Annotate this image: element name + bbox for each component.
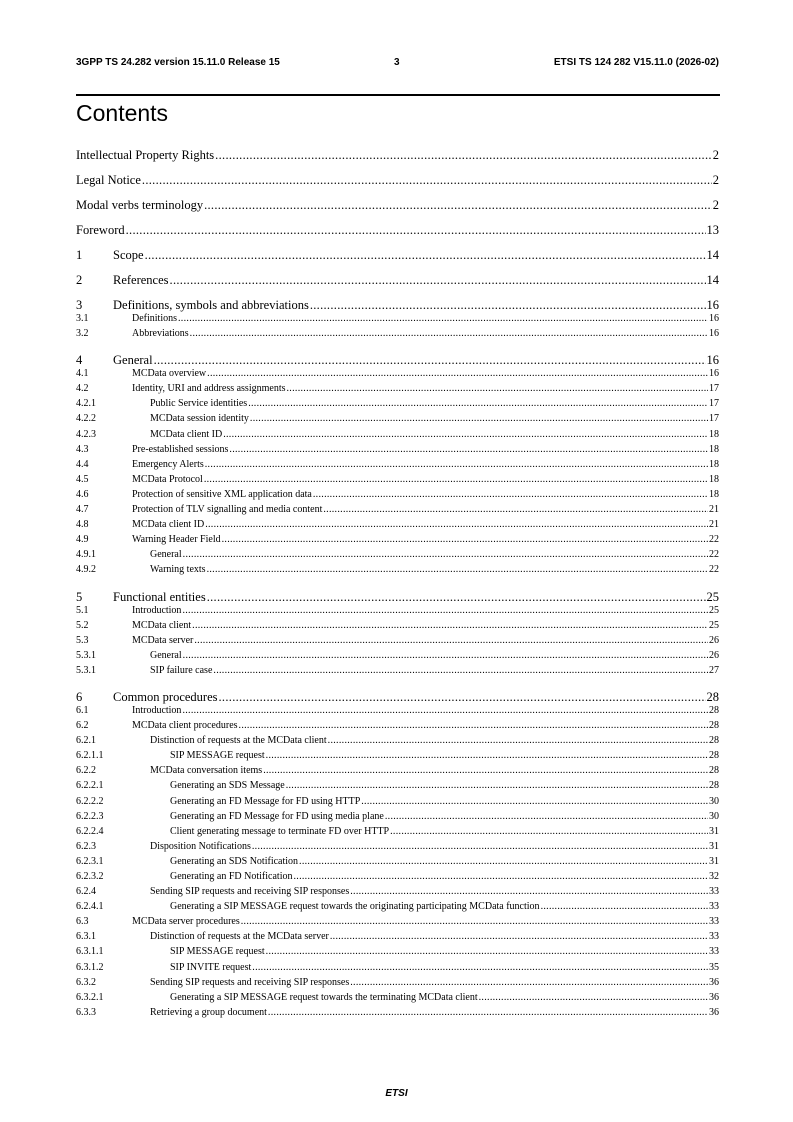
toc-entry-title: MCData conversation items: [150, 765, 263, 777]
toc-entry-page: 16: [709, 313, 719, 324]
toc-entry-title: Retrieving a group document: [150, 1006, 267, 1018]
toc-leader-dots: [350, 886, 708, 897]
toc-entry[interactable]: [76, 720, 719, 735]
toc-entry-page: 26: [709, 649, 719, 661]
toc-entry-title: Definitions, symbols and abbreviations: [113, 298, 309, 312]
toc-entry-number: 6.2.2.3: [76, 810, 104, 822]
toc-leader-dots: [330, 931, 708, 942]
toc-entry[interactable]: [76, 590, 719, 605]
header-document-id: 3GPP TS 24.282 version 15.11.0 Release 15: [76, 57, 280, 68]
toc-entry-title: Sending SIP requests and receiving SIP responses: [150, 886, 350, 898]
toc-entry[interactable]: [76, 413, 719, 428]
toc-leader-dots: [207, 368, 708, 379]
toc-entry-number: 4.2: [76, 383, 89, 395]
toc-leader-dots: [215, 148, 712, 163]
toc-entry[interactable]: [76, 273, 719, 288]
toc-entry[interactable]: [76, 931, 719, 946]
toc-entry[interactable]: [76, 148, 719, 163]
toc-entry[interactable]: [76, 962, 719, 977]
toc-leader-dots: [182, 605, 708, 616]
toc-entry-page: 36: [709, 1006, 719, 1018]
toc-entry[interactable]: [76, 474, 719, 489]
toc-entry-page: 28: [709, 735, 719, 747]
toc-entry-title: MCData client ID: [132, 519, 205, 531]
toc-entry-page: 33: [709, 901, 719, 913]
toc-entry-page: 14: [706, 248, 719, 262]
toc-entry-page: 16: [706, 353, 719, 368]
toc-leader-dots: [361, 796, 708, 807]
toc-entry-number: 6.2.2.4: [76, 825, 104, 837]
toc-entry-page: 28: [706, 689, 719, 704]
toc-entry-title: General: [113, 353, 153, 368]
toc-entry-page: 33: [709, 946, 719, 958]
toc-entry-title: Distinction of requests at the MCData client: [150, 735, 327, 747]
toc-entry-page: 14: [706, 273, 719, 287]
toc-entry[interactable]: [76, 750, 719, 765]
toc-entry-number: 6.3.1.2: [76, 961, 104, 973]
toc-entry[interactable]: [76, 796, 719, 811]
toc-leader-dots: [192, 620, 708, 631]
toc-entry-title: MCData client procedures: [132, 720, 238, 732]
toc-entry-title: MCData Protocol: [132, 473, 203, 485]
toc-leader-dots: [154, 353, 706, 368]
toc-entry-number: 6.2.3.2: [76, 871, 104, 882]
toc-leader-dots: [219, 690, 706, 705]
toc-entry-number: 6.2.1: [76, 735, 96, 747]
toc-entry-number: 5.3.1: [76, 649, 96, 661]
toc-leader-dots: [310, 298, 706, 313]
toc-entry-title: Identity, URI and address assignments: [132, 383, 286, 395]
toc-leader-dots: [328, 735, 708, 746]
toc-entry-number: 6.1: [76, 704, 89, 716]
toc-entry-page: 30: [709, 795, 719, 807]
toc-leader-dots: [252, 841, 708, 852]
toc-leader-dots: [190, 328, 708, 339]
toc-entry-number: 4.5: [76, 473, 89, 485]
toc-entry-page: 26: [709, 634, 719, 646]
toc-entry-page: 28: [709, 704, 719, 716]
toc-leader-dots: [213, 665, 708, 676]
toc-entry-title: Generating an FD Message for FD using media plane: [170, 810, 384, 822]
toc-entry-title: Generating an FD Notification: [170, 871, 293, 882]
toc-leader-dots: [204, 474, 708, 485]
toc-entry-title: MCData server: [132, 634, 194, 646]
toc-entry-title: Introduction: [132, 604, 182, 616]
toc-entry[interactable]: [76, 916, 719, 931]
toc-entry-title: Scope: [113, 248, 144, 262]
toc-leader-dots: [207, 590, 706, 605]
toc-entry[interactable]: [76, 504, 719, 519]
toc-entry[interactable]: [76, 223, 719, 238]
toc-leader-dots: [239, 720, 708, 731]
toc-entry-number: 4.2.2: [76, 413, 96, 425]
toc-entry[interactable]: [76, 298, 719, 313]
toc-entry-page: 16: [709, 328, 719, 340]
toc-leader-dots: [252, 962, 708, 973]
toc-entry-page: 18: [709, 443, 719, 455]
toc-leader-dots: [263, 765, 708, 776]
toc-entry-number: 6.3.3: [76, 1006, 96, 1018]
toc-entry[interactable]: [76, 605, 719, 620]
toc-entry-page: 36: [709, 991, 719, 1003]
toc-entry[interactable]: [76, 620, 719, 635]
toc-entry[interactable]: [76, 444, 719, 459]
toc-leader-dots: [170, 273, 706, 288]
toc-entry-number: 1: [76, 248, 83, 262]
toc-entry-title: Distinction of requests at the MCData server: [150, 931, 329, 943]
toc-entry-number: 6.3.1.1: [76, 946, 104, 958]
toc-entry-title: MCData client ID: [150, 428, 223, 440]
toc-entry-page: 33: [709, 886, 719, 898]
toc-entry-number: 3: [76, 298, 83, 312]
toc-entry-number: 4.3: [76, 443, 89, 455]
toc-entry[interactable]: [76, 841, 719, 856]
toc-entry[interactable]: [76, 765, 719, 780]
toc-entry-title: Client generating message to terminate FD over HTTP: [170, 825, 390, 837]
toc-entry-title: SIP MESSAGE request: [170, 946, 265, 958]
toc-entry-title: Disposition Notifications: [150, 840, 251, 852]
toc-leader-dots: [266, 750, 708, 761]
toc-leader-dots: [350, 977, 708, 988]
toc-entry-page: 31: [709, 855, 719, 867]
toc-entry-title: Modal verbs terminology: [76, 198, 204, 212]
toc-entry-number: 4.9.2: [76, 564, 96, 576]
toc-entry-page: 2: [712, 173, 719, 187]
toc-entry-title: Protection of sensitive XML application data: [132, 488, 312, 500]
toc-entry[interactable]: [76, 901, 719, 916]
toc-entry-number: 6.3.1: [76, 931, 96, 943]
page-header: [76, 57, 719, 73]
toc-entry-number: 4.9.1: [76, 549, 96, 561]
toc-leader-dots: [479, 992, 708, 1003]
toc-entry[interactable]: [76, 173, 719, 188]
toc-entry-number: 3.1: [76, 313, 89, 324]
toc-entry-title: MCData client: [132, 619, 192, 631]
toc-entry-title: MCData session identity: [150, 413, 249, 425]
toc-leader-dots: [287, 383, 709, 394]
toc-entry-number: 4.2.1: [76, 398, 96, 410]
toc-entry-number: 4.7: [76, 504, 89, 516]
toc-entry[interactable]: [76, 248, 719, 263]
toc-entry-number: 6: [76, 689, 83, 704]
toc-entry-title: Warning Header Field: [132, 534, 221, 546]
toc-entry-number: 4.8: [76, 519, 89, 531]
toc-entry[interactable]: [76, 549, 719, 564]
toc-entry[interactable]: [76, 811, 719, 826]
toc-entry-number: 6.2.2: [76, 765, 96, 777]
toc-entry[interactable]: [76, 977, 719, 992]
toc-leader-dots: [250, 413, 708, 424]
page-footer: ETSI: [385, 1088, 408, 1099]
toc-entry[interactable]: [76, 992, 719, 1007]
toc-entry-title: Generating an SDS Notification: [170, 855, 299, 867]
toc-leader-dots: [313, 489, 708, 500]
toc-leader-dots: [323, 504, 708, 515]
toc-leader-dots: [390, 826, 708, 837]
toc-entry-number: 4.2.3: [76, 428, 96, 440]
toc-entry-page: 30: [709, 810, 719, 822]
toc-entry-title: Foreword: [76, 223, 125, 237]
toc-entry-number: 6.2.2.1: [76, 780, 104, 792]
toc-entry[interactable]: [76, 534, 719, 549]
toc-entry-page: 31: [709, 825, 719, 837]
toc-entry-page: 35: [709, 961, 719, 973]
toc-entry[interactable]: [76, 650, 719, 665]
toc-entry[interactable]: [76, 705, 719, 720]
toc-entry-page: 16: [706, 298, 719, 312]
toc-leader-dots: [183, 549, 708, 560]
toc-entry[interactable]: [76, 871, 719, 886]
toc-leader-dots: [541, 901, 708, 912]
toc-entry[interactable]: [76, 383, 719, 398]
toc-entry-page: 32: [709, 871, 719, 882]
toc-entry-title: Generating an SDS Message: [170, 780, 285, 792]
toc-entry[interactable]: [76, 1007, 719, 1022]
toc-entry[interactable]: [76, 665, 719, 680]
toc-entry[interactable]: [76, 489, 719, 504]
toc-entry-title: SIP MESSAGE request: [170, 750, 265, 762]
toc-entry[interactable]: [76, 459, 719, 474]
toc-entry-page: 33: [709, 916, 719, 928]
toc-entry-title: Abbreviations: [132, 328, 189, 340]
toc-entry-number: 6.2.3.1: [76, 855, 104, 867]
toc-entry-number: 6.3.2.1: [76, 991, 104, 1003]
toc-entry[interactable]: [76, 735, 719, 750]
toc-entry-title: Common procedures: [113, 689, 218, 704]
table-of-contents: [76, 140, 719, 1022]
toc-entry-number: 5.1: [76, 604, 89, 616]
toc-entry[interactable]: [76, 635, 719, 650]
header-etsi-id: ETSI TS 124 282 V15.11.0 (2026-02): [553, 57, 719, 68]
toc-entry-page: 18: [709, 488, 719, 500]
toc-entry-title: MCData overview: [132, 368, 207, 380]
toc-leader-dots: [205, 519, 708, 530]
toc-entry-page: 28: [709, 720, 719, 732]
toc-entry[interactable]: [76, 368, 719, 383]
toc-leader-dots: [222, 534, 708, 545]
toc-entry-number: 6.2.1.1: [76, 750, 104, 762]
toc-entry-number: 4: [76, 353, 83, 368]
toc-entry-number: 4.1: [76, 368, 89, 380]
toc-entry-title: Introduction: [132, 704, 182, 716]
toc-entry-title: Emergency Alerts: [132, 458, 204, 470]
toc-entry-page: 33: [709, 931, 719, 943]
toc-entry-number: 5.3.1: [76, 664, 96, 676]
toc-entry[interactable]: [76, 946, 719, 961]
toc-entry[interactable]: [76, 429, 719, 444]
toc-entry-page: 18: [709, 428, 719, 440]
toc-entry-title: Warning texts: [150, 564, 206, 576]
toc-entry-page: 18: [709, 458, 719, 470]
toc-leader-dots: [299, 856, 708, 867]
toc-entry-page: 28: [709, 780, 719, 792]
toc-entry-number: 6.2.4.1: [76, 901, 104, 913]
toc-entry-page: 21: [709, 519, 719, 531]
header-rule: [76, 94, 720, 96]
header-page-number: 3: [394, 57, 400, 68]
toc-entry-title: Functional entities: [113, 589, 206, 604]
toc-entry[interactable]: [76, 313, 719, 328]
toc-entry[interactable]: [76, 780, 719, 795]
toc-leader-dots: [248, 398, 708, 409]
toc-entry-title: Pre-established sessions: [132, 443, 229, 455]
page-title: Contents: [76, 100, 169, 126]
toc-entry[interactable]: [76, 886, 719, 901]
toc-entry-page: 25: [709, 619, 719, 631]
toc-entry-title: Legal Notice: [76, 173, 141, 187]
toc-entry-title: General: [150, 549, 182, 561]
toc-entry-number: 6.3.2: [76, 976, 96, 988]
toc-entry-title: Definitions: [132, 313, 177, 324]
toc-leader-dots: [126, 223, 706, 238]
toc-entry-page: 18: [709, 473, 719, 485]
toc-entry-number: 5: [76, 589, 83, 604]
toc-entry-page: 17: [709, 383, 719, 395]
toc-entry-number: 6.2.4: [76, 886, 96, 898]
toc-entry-number: 6.2.3: [76, 840, 96, 852]
toc-leader-dots: [286, 780, 708, 791]
toc-entry-page: 27: [709, 664, 719, 676]
toc-entry[interactable]: [76, 856, 719, 871]
toc-leader-dots: [183, 650, 708, 661]
toc-entry-title: Generating a SIP MESSAGE request towards the originating participating MCData function: [170, 901, 540, 913]
toc-entry-page: 22: [709, 534, 719, 546]
toc-entry-title: References: [113, 273, 169, 287]
toc-entry-page: 17: [709, 413, 719, 425]
toc-leader-dots: [207, 564, 708, 575]
toc-entry-page: 28: [709, 750, 719, 762]
toc-entry-title: Public Service identities: [150, 398, 248, 410]
toc-entry[interactable]: [76, 519, 719, 534]
toc-leader-dots: [194, 635, 708, 646]
toc-leader-dots: [266, 946, 708, 957]
toc-entry[interactable]: [76, 398, 719, 413]
toc-entry-title: General: [150, 649, 182, 661]
toc-entry[interactable]: [76, 564, 719, 579]
toc-entry-page: 22: [709, 549, 719, 561]
toc-entry[interactable]: [76, 690, 719, 705]
toc-entry-title: Generating an FD Message for FD using HTTP: [170, 795, 361, 807]
toc-leader-dots: [145, 248, 706, 263]
toc-leader-dots: [293, 871, 708, 882]
toc-entry-page: 13: [706, 223, 719, 237]
toc-entry-page: 31: [709, 840, 719, 852]
toc-entry[interactable]: [76, 328, 719, 343]
toc-entry[interactable]: [76, 198, 719, 213]
toc-entry-title: Sending SIP requests and receiving SIP responses: [150, 976, 350, 988]
toc-leader-dots: [142, 173, 712, 188]
toc-leader-dots: [268, 1007, 708, 1018]
toc-entry[interactable]: [76, 353, 719, 368]
toc-leader-dots: [204, 198, 712, 213]
toc-entry-title: Generating a SIP MESSAGE request towards the terminating MCData client: [170, 991, 478, 1003]
toc-entry-title: SIP INVITE request: [170, 961, 252, 973]
toc-entry-page: 16: [709, 368, 719, 380]
toc-leader-dots: [178, 313, 708, 324]
toc-entry-title: Intellectual Property Rights: [76, 148, 215, 162]
toc-entry-number: 6.3: [76, 916, 89, 928]
toc-leader-dots: [385, 811, 708, 822]
toc-entry-page: 2: [712, 148, 719, 162]
toc-leader-dots: [229, 444, 708, 455]
toc-leader-dots: [182, 705, 708, 716]
toc-entry-page: 25: [709, 604, 719, 616]
toc-entry-number: 3.2: [76, 328, 89, 340]
toc-leader-dots: [205, 459, 708, 470]
toc-entry-title: MCData server procedures: [132, 916, 240, 928]
toc-leader-dots: [223, 429, 708, 440]
toc-entry-number: 4.6: [76, 488, 89, 500]
toc-entry-number: 4.4: [76, 458, 89, 470]
toc-entry-number: 5.2: [76, 619, 89, 631]
toc-entry-number: 4.9: [76, 534, 89, 546]
toc-entry-page: 36: [709, 976, 719, 988]
toc-entry-number: 2: [76, 273, 83, 287]
toc-entry-page: 25: [706, 589, 719, 604]
toc-entry[interactable]: [76, 826, 719, 841]
toc-entry-page: 2: [712, 198, 719, 212]
toc-entry-title: Protection of TLV signalling and media content: [132, 504, 323, 516]
toc-entry-page: 17: [709, 398, 719, 410]
toc-entry-number: 6.2.2.2: [76, 795, 104, 807]
toc-entry-page: 21: [709, 504, 719, 516]
toc-leader-dots: [241, 916, 708, 927]
toc-entry-number: 6.2: [76, 720, 89, 732]
toc-entry-page: 22: [709, 564, 719, 576]
toc-entry-number: 5.3: [76, 634, 89, 646]
toc-entry-page: 28: [709, 765, 719, 777]
toc-entry-title: SIP failure case: [150, 664, 213, 676]
